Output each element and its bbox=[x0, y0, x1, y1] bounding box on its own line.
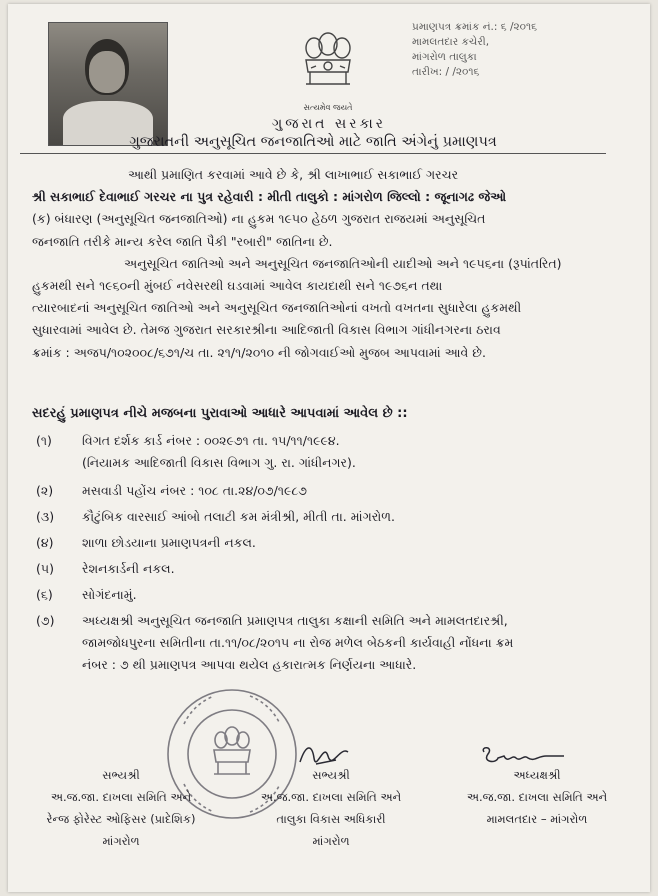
list-item: (૭) અધ્યક્ષશ્રી અનુસૂચિત જનજાતિ પ્રમાણપત્ર તાલુકા કક્ષાની સમિતિ અને મામલતદારશ્રી, જામજોધપુરના સમિતીના તા.૧૧/૦૮/૨૦૧૫ ના રોજ મળેલ બેઠકની કાર્યવાહી નોંધના ક્રમ નંબર : ૭ થી પ્રમાણપત્ર આપવા થયેલ હકારાત્મક નિર્ણયના આધારે. bbox=[36, 613, 514, 672]
signatory-left: સભ્યશ્રી અ.જ.જા. દાખલા સમિતિ અને રેન્જ ફોરેસ્ટ ઓફિસર (પ્રાદેશિક) માંગરોળ bbox=[46, 768, 196, 848]
government-name: ગુજરાત સરકાર bbox=[272, 116, 386, 132]
certificate-body bbox=[32, 164, 632, 364]
body-line: ત્યારબાદનાં અનુસૂચિત જાતિઓ અને અનુસૂચિત જનજાતિઓનાં વખતો વખતના સુધારેલા હુકમથી bbox=[32, 300, 522, 316]
certificate-title: ગુજરાતની અનુસૂચિત જનજાતિઓ માટે જાતિ અંગેનું પ્રમાણપત્ર bbox=[20, 134, 606, 154]
body-line: હુકમથી સને ૧૯૬૦ની મુંબઈ નવેસરથી ઘડવામાં આવેલ કાયદાથી સને ૧૯૭૬ન તથા bbox=[32, 278, 443, 294]
list-item: (૪) શાળા છોડયાના પ્રમાણપત્રની નકલ. bbox=[36, 535, 256, 550]
evidence-list bbox=[36, 430, 636, 676]
list-item: (૩) કૌટુંબિક વારસાઈ આંબો તલાટી કમ મંત્રીશ્રી, મીતી તા. માંગરોળ. bbox=[36, 509, 396, 524]
list-item: (૫) રેશનકાર્ડની નકલ. bbox=[36, 561, 175, 576]
body-line: જનજાતિ તરીકે માન્ય કરેલ જાતિ પૈકી "રબારી" જાતિના છે. bbox=[32, 233, 333, 249]
body-line: સુધારવામાં આવેલ છે. તેમજ ગુજરાત સરકારશ્રીના આદિજાતી વિકાસ વિભાગ ગાંધીનગરના ઠરાવ bbox=[32, 322, 501, 338]
certificate-page bbox=[8, 4, 650, 892]
list-item: (૨) મસવાડી પહોંચ નંબર : ૧૦૮ તા.૨૪/૦૭/૧૯૮૭ bbox=[36, 483, 307, 498]
taluka-name: માંગરોળ તાલુકા bbox=[412, 51, 477, 63]
national-emblem-icon bbox=[288, 22, 368, 104]
certificate-number: પ્રમાણપત્ર ક્રમાંક નં.: ૬ /૨૦૧૬ bbox=[412, 21, 538, 33]
reference-block bbox=[412, 20, 537, 80]
body-line: શ્રી સકાભાઈ દેવાભાઈ ગરચર ના પુત્ર રહેવારી : મીતી તાલુકો : માંગરોળ જિલ્લો : જૂનાગઢ જેઓ bbox=[32, 189, 507, 205]
signatory-middle: સભ્યશ્રી અ.જ.જા. દાખલા સમિતિ અને તાલુકા વિકાસ અધિકારી માંગરોળ bbox=[260, 768, 402, 848]
body-line: આથી પ્રમાણિત કરવામાં આવે છે કે, શ્રી લાખાભાઈ સકાભાઈ ગરચર bbox=[128, 167, 459, 182]
emblem-motto: સત્યમેવ જયતે bbox=[303, 103, 353, 112]
signatory-right: અધ્યક્ષશ્રી અ.જ.જા. દાખલા સમિતિ અને મામલતદાર – માંગરોળ bbox=[466, 768, 608, 826]
body-line: ક્રમાંક : અજપ/૧૦૨૦૦૮/૬૭૧/ચ તા. ૨૧/૧/૨૦૧૦ ની જોગવાઈઓ મુજબ આપવામાં આવે છે. bbox=[32, 344, 486, 360]
body-line: (ક) બંધારણ (અનુસૂચિત જનજાતિઓ) ના હુકમ ૧૯૫૦ હેઠળ ગુજરાત રાજયમાં અનુસૂચિત bbox=[32, 211, 486, 227]
list-item: (૧) વિગત દર્શક કાર્ડ નંબર : ૦૦૨૯૭૧ તા. ૧૫/૧૧/૧૯૯૪. (નિયામક આદિજાતી વિકાસ વિભાગ ગુ. રા. ગાંધીનગર). bbox=[36, 433, 356, 470]
evidence-heading: સદરહું પ્રમાણપત્ર નીચે મજબના પુરાવાઓ આધારે આપવામાં આવેલ છે :: bbox=[32, 406, 408, 421]
issue-date: તારીખ: / /૨૦૧૬ bbox=[412, 66, 480, 78]
list-item: (૬) સોગંદનામું. bbox=[36, 587, 137, 602]
issuing-office: મામલતદાર કચેરી, bbox=[412, 36, 490, 48]
body-line: અનુસૂચિત જાતિઓ અને અનુસૂચિત જનજાતિઓની યાદીઓ અને ૧૯૫૬ના (રૂપાંતરિત) bbox=[124, 255, 562, 271]
